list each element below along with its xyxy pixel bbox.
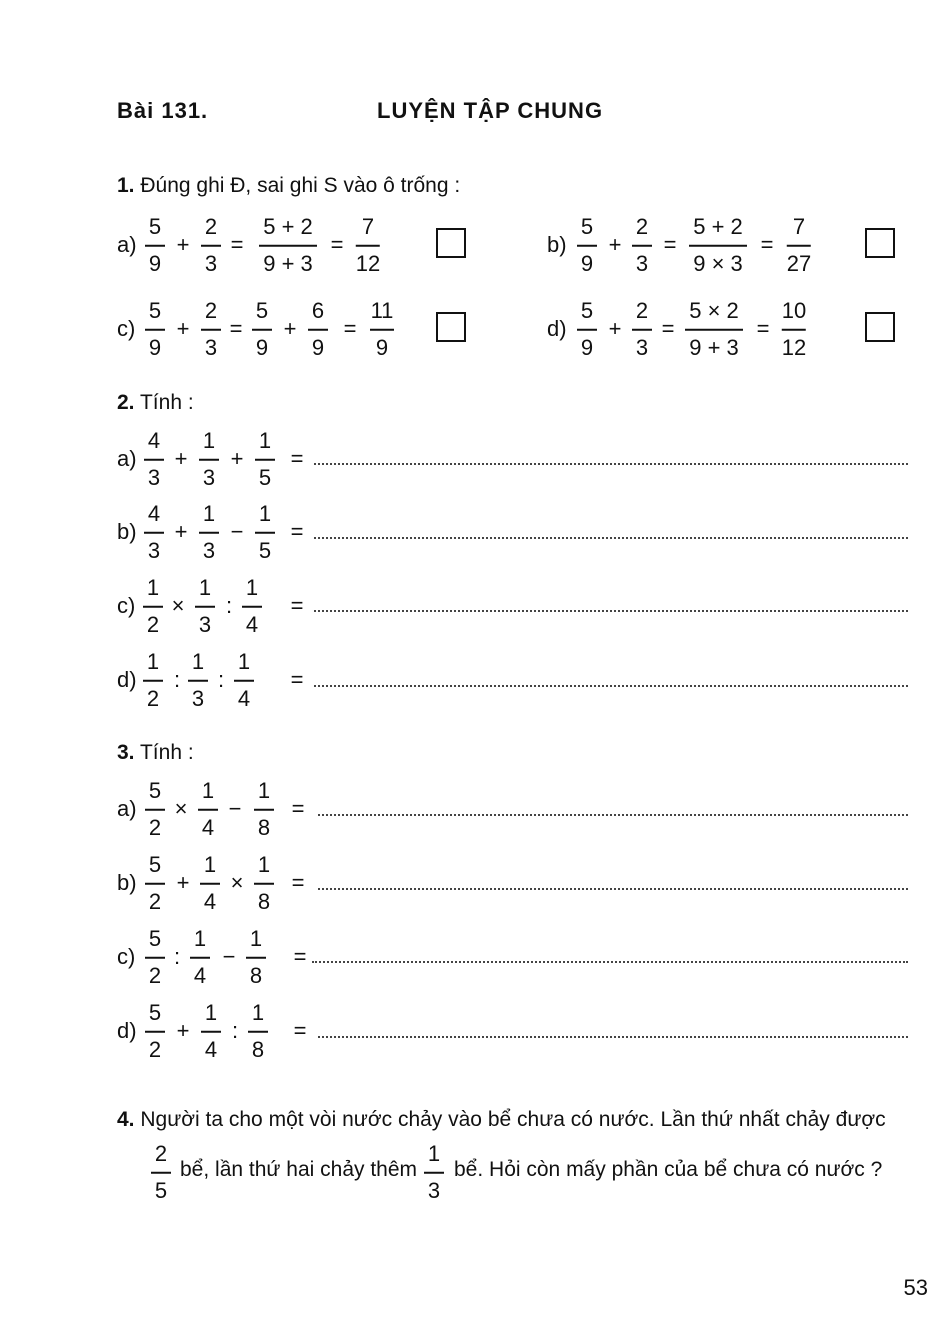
operator: − [228, 796, 242, 821]
fraction: 5 9 [577, 299, 597, 360]
fraction: 1 4 [200, 853, 220, 914]
exercise-instruction: Tính : [139, 741, 194, 764]
fraction: 1 3 [188, 650, 208, 711]
operator: × [174, 796, 188, 821]
item-label: a) [117, 446, 137, 471]
equals-sign: = [756, 316, 770, 341]
answer-box[interactable] [436, 228, 466, 258]
operator: + [608, 232, 622, 257]
exercise-4-line-1 [117, 1108, 886, 1132]
operator: + [176, 316, 190, 341]
exercise-4-text-3: bể. Hỏi còn mấy phần của bể chưa có nước ? [454, 1158, 883, 1181]
answer-line[interactable] [318, 888, 908, 890]
exercise-instruction: Tính : [139, 391, 194, 414]
fraction: 1 3 [199, 429, 219, 490]
fraction: 4 3 [144, 429, 164, 490]
answer-line[interactable] [314, 537, 908, 539]
fraction: 1 4 [198, 779, 218, 840]
item-label: d) [547, 316, 567, 341]
fraction: 2 3 [632, 215, 652, 276]
equals-sign: = [760, 232, 774, 257]
equals-sign: = [663, 232, 677, 257]
fraction: 5 2 [145, 927, 165, 988]
item-label: c) [117, 944, 136, 969]
exercise-instruction: Đúng ghi Đ, sai ghi S vào ô trống : [140, 174, 461, 197]
fraction: 2 3 [201, 215, 221, 276]
fraction: 4 3 [144, 502, 164, 563]
equals-sign: = [293, 1018, 307, 1043]
fraction: 1 8 [246, 927, 266, 988]
fraction: 2 5 [151, 1142, 171, 1203]
equals-sign: = [290, 446, 304, 471]
fraction: 5 + 2 9 × 3 [689, 215, 747, 276]
operator: : [173, 667, 181, 692]
operator: : [225, 593, 233, 618]
equals-sign: = [661, 316, 675, 341]
lesson-number: Bài 131. [117, 98, 209, 123]
equals-sign: = [291, 796, 305, 821]
answer-line[interactable] [314, 463, 908, 465]
exercise-4-text-2: bể, lần thứ hai chảy thêm [180, 1158, 418, 1181]
fraction: 11 9 [370, 297, 394, 360]
operator: + [176, 870, 190, 895]
fraction: 1 8 [254, 779, 274, 840]
item-label: c) [117, 316, 136, 341]
fraction: 6 9 [308, 299, 328, 360]
operator: + [176, 1018, 190, 1043]
equals-sign: = [290, 667, 304, 692]
equals-sign: = [343, 316, 357, 341]
fraction: 1 2 [143, 576, 163, 637]
equals-sign: = [330, 232, 344, 257]
fraction: 7 12 [355, 213, 381, 276]
operator: − [222, 944, 236, 969]
equals-sign: = [290, 519, 304, 544]
fraction: 1 5 [255, 429, 275, 490]
fraction: 1 4 [201, 1001, 221, 1062]
fraction: 5 + 2 9 + 3 [259, 215, 317, 276]
answer-line[interactable] [318, 1036, 908, 1038]
fraction: 5 9 [252, 299, 272, 360]
page-number: 53 [903, 1275, 928, 1300]
fraction: 1 3 [424, 1142, 444, 1203]
operator: : [231, 1018, 239, 1043]
fraction: 5 9 [145, 215, 165, 276]
fraction: 1 3 [199, 502, 219, 563]
fraction: 1 4 [234, 650, 254, 711]
fraction: 10 12 [781, 297, 807, 360]
fraction: 5 2 [145, 853, 165, 914]
item-label: d) [117, 1018, 137, 1043]
operator: + [283, 316, 297, 341]
fraction: 5 9 [577, 215, 597, 276]
exercise-4-text-1: Người ta cho một vòi nước chảy vào bể chưa có nước. Lần thứ nhất chảy được [140, 1108, 886, 1131]
operator: : [217, 667, 225, 692]
answer-line[interactable] [314, 610, 908, 612]
fraction: 1 2 [143, 650, 163, 711]
answer-line[interactable] [312, 961, 908, 963]
fraction: 2 3 [201, 299, 221, 360]
operator: : [173, 944, 181, 969]
equals-sign: = [291, 870, 305, 895]
item-label: a) [117, 796, 137, 821]
equals-sign: = [230, 232, 244, 257]
lesson-title: LUYỆN TẬP CHUNG [377, 98, 604, 123]
answer-line[interactable] [318, 814, 908, 816]
exercise-number: 2. [117, 391, 135, 414]
exercise-number: 1. [117, 174, 135, 197]
fraction: 1 4 [242, 576, 262, 637]
item-label: a) [117, 232, 137, 257]
fraction: 7 27 [786, 213, 812, 276]
fraction: 1 8 [254, 853, 274, 914]
answer-line[interactable] [314, 685, 908, 687]
fraction: 5 2 [145, 1001, 165, 1062]
operator: × [171, 593, 185, 618]
item-label: b) [547, 232, 567, 257]
operator: + [174, 519, 188, 544]
fraction: 1 8 [248, 1001, 268, 1062]
equals-sign: = [229, 316, 243, 341]
fraction: 5 9 [145, 299, 165, 360]
fraction: 1 4 [190, 927, 210, 988]
fraction: 5 2 [145, 779, 165, 840]
operator: − [230, 519, 244, 544]
fraction: 1 5 [255, 502, 275, 563]
fraction: 5 × 2 9 + 3 [685, 299, 743, 360]
exercise-1-heading [117, 174, 460, 198]
exercise-number: 3. [117, 741, 135, 764]
exercise-number: 4. [117, 1108, 135, 1131]
item-label: d) [117, 667, 137, 692]
item-label: b) [117, 519, 137, 544]
answer-box[interactable] [436, 312, 466, 342]
operator: + [608, 316, 622, 341]
operator: + [230, 446, 244, 471]
item-label: b) [117, 870, 137, 895]
equals-sign: = [293, 944, 307, 969]
answer-box[interactable] [865, 312, 895, 342]
answer-box[interactable] [865, 228, 895, 258]
operator: + [176, 232, 190, 257]
operator: + [174, 446, 188, 471]
fraction: 2 3 [632, 299, 652, 360]
exercise-3-heading [117, 741, 194, 765]
exercise-2-heading [117, 391, 194, 415]
fraction: 1 3 [195, 576, 215, 637]
item-label: c) [117, 593, 136, 618]
equals-sign: = [290, 593, 304, 618]
operator: × [230, 870, 244, 895]
